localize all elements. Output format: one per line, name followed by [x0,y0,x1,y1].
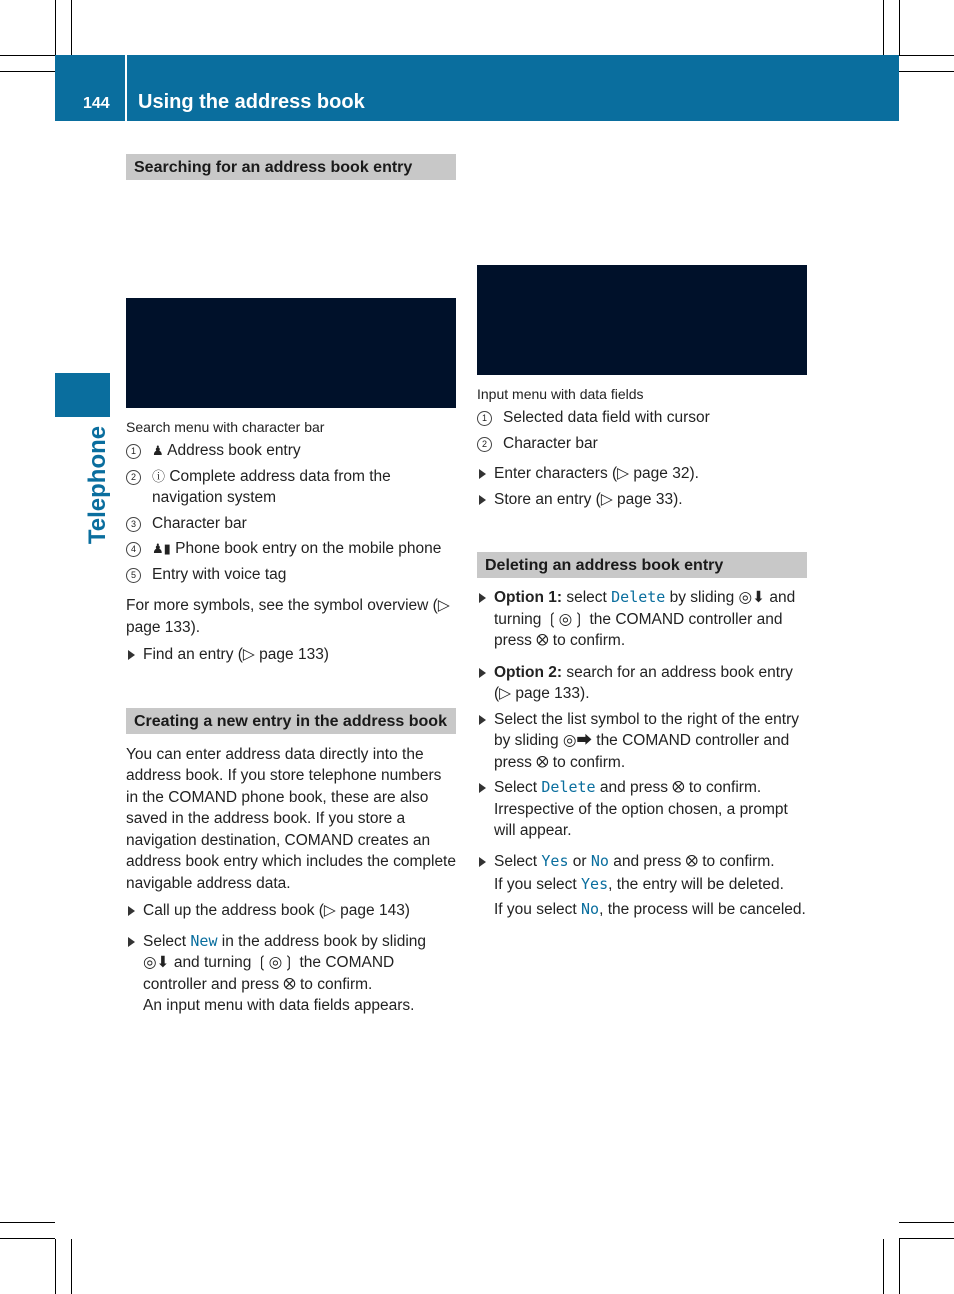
instruction-step: Select the list symbol to the right of the entry by sliding ◎⮕ the COMAND controller and press ⭙ to confirm. [477,709,807,774]
menu-keyword: New [190,931,218,950]
list-item [126,440,456,462]
crop-mark [883,0,884,55]
list-item-text: Phone book entry on the mobile phone [175,540,442,557]
callout-number: 2 [126,470,141,485]
list-item [126,466,456,509]
crop-mark [899,1239,900,1294]
crop-mark [899,1238,954,1239]
mobile-phone-contact-icon: ♟▮ [152,541,171,556]
search-menu-screenshot [126,298,456,408]
list-item-text: Entry with voice tag [152,565,287,583]
instruction-step: Call up the address book (▷ page 143) [126,900,456,922]
list-item [126,538,456,560]
list-item [477,433,807,455]
page-number: 144 [83,95,110,112]
left-column [126,154,456,1017]
section-heading-delete: Deleting an address book entry [477,552,807,578]
callout-number: 4 [126,542,141,557]
crop-mark [71,1239,72,1294]
crop-mark [0,71,55,72]
instruction-step: Select Yes or No and press ⭙ to confirm. If you select Yes, the entry will be deleted. If you select No, the process will be canceled. [477,851,807,921]
list-item [477,407,807,429]
crop-mark [899,71,954,72]
list-item-text: Complete address data from the navigation system [152,467,391,506]
right-column [477,265,807,920]
list-item-text: Address book entry [167,442,301,459]
instruction-step: Option 1: select Delete by sliding ◎⬇ and turning ❲◎❳ the COMAND controller and press ⭙ to confirm. [477,587,807,652]
crop-mark [0,1238,55,1239]
list-item-text: Selected data field with cursor [503,409,710,426]
instruction-step: Select Delete and press ⭙ to confirm. Irrespective of the option chosen, a prompt will appear. [477,777,807,842]
figure-caption: Input menu with data fields [477,386,644,402]
menu-keyword: Yes [541,851,569,870]
step-result: If you select No, the process will be canceled. [494,899,806,918]
crop-mark [55,1239,56,1294]
callout-number: 2 [477,437,492,452]
crop-mark [899,55,954,56]
list-item [126,513,456,535]
step-result: An input menu with data fields appears. [143,997,415,1014]
instruction-step: Store an entry (▷ page 33). [477,489,807,511]
callout-number: 5 [126,568,141,583]
step-result: If you select Yes, the entry will be deleted. [494,875,784,893]
figure-caption: Search menu with character bar [126,419,325,435]
list-item-text: Character bar [152,514,247,532]
crop-mark [899,0,900,55]
callout-number: 1 [477,411,492,426]
instruction-step: Find an entry (▷ page 133) [126,644,456,666]
input-menu-screenshot [477,265,807,375]
section-heading-create: Creating a new entry in the address book [126,708,456,734]
menu-keyword: Delete [611,588,666,606]
menu-keyword: Yes [581,875,609,893]
callout-number: 1 [126,444,141,459]
menu-keyword: Delete [541,778,596,796]
step-result: Irrespective of the option chosen, a prompt will appear. [494,800,788,839]
side-tab [55,373,110,417]
side-tab-label: Telephone [84,425,111,545]
crop-mark [55,0,56,55]
crop-mark [883,1239,884,1294]
instruction-step: Option 2: search for an address book entry (▷ page 133). [477,662,807,705]
crop-mark [71,0,72,55]
paragraph: You can enter address data directly into the address book. If you store telephone numbers in the COMAND phone book, these are also saved in the address book. If you store a navigation destination, COMAND creates an address book entry which includes the complete navigable address data. [126,745,456,892]
page-header [55,55,899,121]
instruction-step: Enter characters (▷ page 32). [477,463,807,485]
list-item [126,564,456,586]
menu-keyword: No [590,851,609,870]
crop-mark [899,1222,954,1223]
crop-mark [0,1222,55,1223]
page-title: Using the address book [138,91,365,113]
menu-keyword: No [581,899,600,918]
callout-number: 3 [126,517,141,532]
paragraph: For more symbols, see the symbol overview (▷ page 133). [126,597,450,636]
crop-mark [0,55,55,56]
header-divider [125,55,127,121]
navigation-info-icon: ⓘ [152,468,166,484]
section-heading-search: Searching for an address book entry [126,154,456,180]
instruction-step: Select New in the address book by sliding ◎⬇ and turning ❲◎❳ the COMAND controller and press ⭙ to confirm. An input menu with data fields appears. [126,931,456,1017]
person-icon: ♟ [152,443,164,458]
list-item-text: Character bar [503,434,598,452]
